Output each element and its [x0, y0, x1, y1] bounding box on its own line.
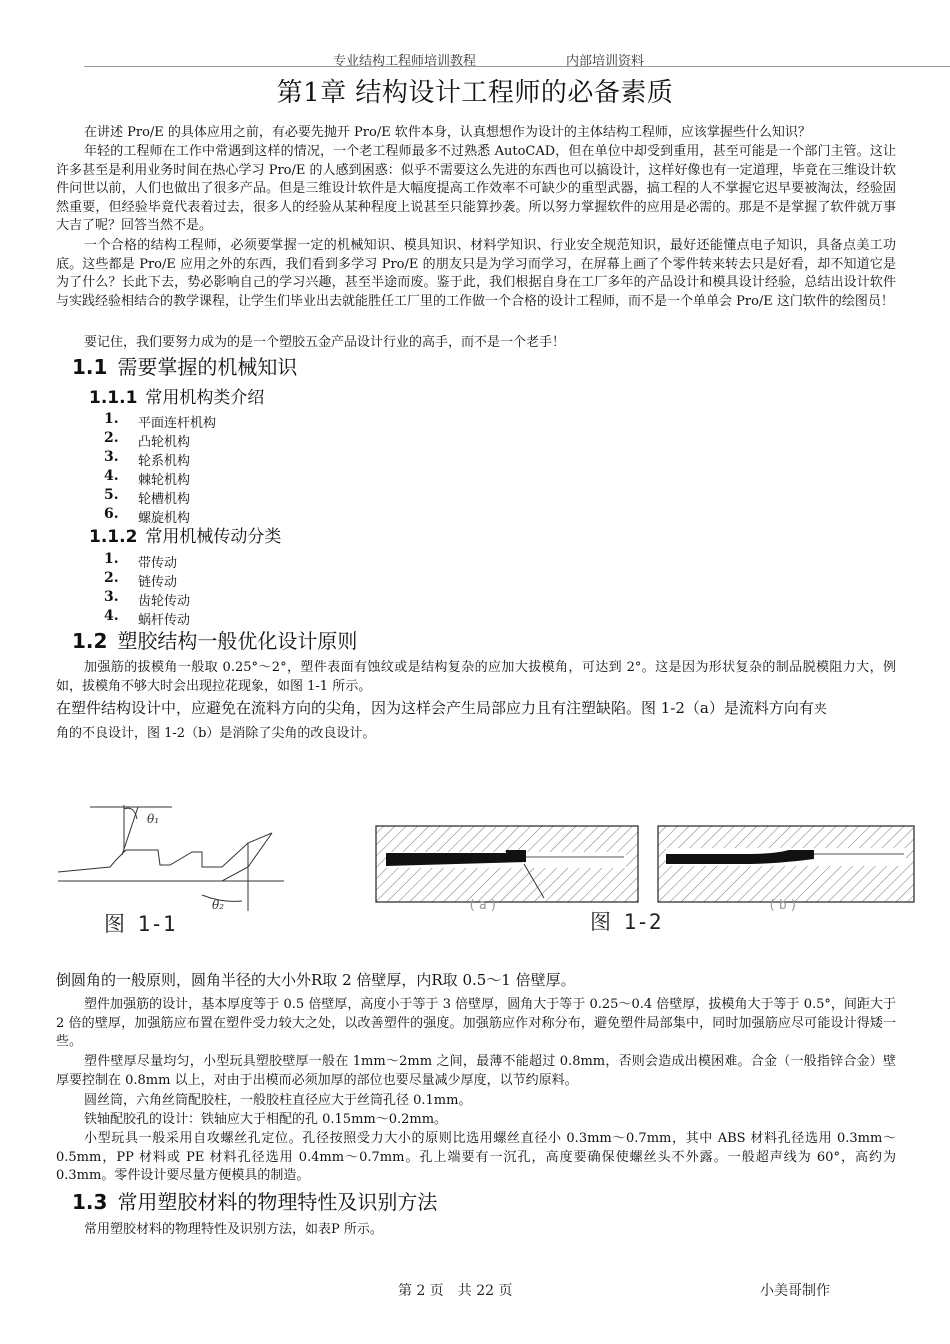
- section-1-1-2-heading: [89, 522, 281, 547]
- rib-paragraph: 塑件加强筋的设计，基本厚度等于 0.5 倍壁厚，高度小于等于 3 倍壁厚，圆角大于等于 0.25～0.4 倍壁厚，拔模角大于等于 0.5°，间距大于 2 倍的壁厚，加强筋应布置在塑件受力较大之处，以改善塑件的强度。加强筋应作对称分布，避免塑件局部集中，同时加强筋应尽可能设计得矮一些。: [56, 997, 896, 1049]
- wall-thickness-paragraph: 塑件壁厚尽量均匀，小型玩具塑胶壁厚一般在 1mm～2mm 之间，最薄不能超过 0.8mm，否则会造成出模困难。合金（一般指锌合金）壁厚要控制在 0.8mm 以上，对由于出模而必须加厚的部位也要尽量减少厚度，以节约原料。: [56, 1054, 896, 1088]
- shaft-hole-paragraph: 铁轴配胶孔的设计：铁轴应大于相配的孔 0.15mm～0.2mm。: [84, 1112, 448, 1127]
- running-header: [0, 50, 950, 69]
- list-item: 3. 轮系机构: [104, 449, 191, 469]
- list-item: 2. 链传动: [104, 570, 178, 590]
- screw-hole-paragraph: 小型玩具一般采用自攻螺丝孔定位。孔径按照受力大小的原则比选用螺丝直径小 0.3mm～0.7mm，其中 ABS 材料孔径选用 0.3mm～0.5mm，PP 材料或 PE 材料孔径选用 0.4mm～0.7mm。孔上端要有一沉孔，高度要确保使螺丝头不外露。一般超声线为 60°，高约为 0.3mm。零件设计要尽量方便模具的制造。: [56, 1131, 896, 1183]
- header-right: 内部培训资料: [566, 54, 645, 69]
- list-item: 1. 带传动: [104, 551, 178, 571]
- intro-paragraph-4: 要记住，我们要努力成为的是一个塑胶五金产品设计行业的高手，而不是一个老手！: [84, 335, 566, 350]
- section-number: 1.1.2: [89, 527, 138, 547]
- fillet-paragraph: 倒圆角的一般原则，圆角半径的大小外R取 2 倍壁厚，内R取 0.5～1 倍壁厚。: [56, 971, 576, 989]
- figure-1-2-caption: 图 1-2: [590, 910, 662, 934]
- material-paragraph: 常用塑胶材料的物理特性及识别方法，如表P 所示。: [84, 1222, 383, 1237]
- header-rule: [84, 66, 950, 67]
- section-1-1-heading: [72, 351, 297, 380]
- figure-1-1-drawing: [52, 795, 302, 915]
- list-item: 4. 棘轮机构: [104, 468, 191, 488]
- list-item: 6. 螺旋机构: [104, 506, 191, 526]
- boss-paragraph: 圆丝筒，六角丝筒配胶柱，一般胶柱直径应大于丝筒孔径 0.1mm。: [84, 1093, 472, 1108]
- section-title: 需要掌握的机械知识: [117, 355, 298, 379]
- theta2-label: θ₂: [212, 898, 225, 912]
- intro-paragraph-3: 一个合格的结构工程师，必须要掌握一定的机械知识、模具知识、材料学知识、行业安全规范知识，最好还能懂点电子知识，具备点美工功底。这些都是 Pro/E 应用之外的东西，我们看到多学习 Pro/E 的朋友只是为学习而学习，在屏幕上画了个零件转来转去只是好看，却不知道它是为了什么？长此下去，势必影响自己的学习兴趣，甚至半途而废。鉴于此，我们根据自身在工厂多年的产品设计和模具设计经验，总结出设计软件与实践经验相结合的教学课程，让学生们毕业出去就能胜任工厂里的工作做一个合格的设计工程师，而不是一个单单会 Pro/E 这门软件的绘图员！: [56, 238, 896, 309]
- page-number: 第 2 页 共 22 页: [398, 1283, 513, 1299]
- intro-paragraph-2: 年轻的工程师在工作中常遇到这样的情况，一个老工程师最多不过熟悉 AutoCAD，但在单位中却受到重用，甚至可能是一个部门主管。这让许多甚至是利用业务时间在热心学习 Pro/E 的人感到困惑：似乎不需要这么先进的东西也可以搞设计，这样好像也有一定道理，毕竟在三维设计软件问世以前，人们也做出了很多产品。但是三维设计软件是大幅度提高工作效率不可缺少的重型武器，搞工程的人不掌握它迟早要被淘汰，经验固然重要，但经验毕竟代表着过去，很多人的经验从某种程度上说甚至只能算抄袭。所以努力掌握软件的应用是必需的。那是不是掌握了软件就万事大吉了呢？回答当然不是。: [56, 144, 896, 233]
- list-item: 3. 齿轮传动: [104, 589, 191, 609]
- section-title: 常用机械传动分类: [145, 527, 282, 547]
- list-item: 1. 平面连杆机构: [104, 411, 217, 431]
- footer-author: 小美哥制作: [760, 1283, 830, 1299]
- figure-1-2-drawing: [374, 824, 920, 906]
- figure-1-2b-label: (b): [768, 898, 801, 913]
- section-title: 常用塑胶材料的物理特性及识别方法: [117, 1190, 438, 1214]
- figure-1-2b-panel: [658, 826, 914, 902]
- list-item: 2. 凸轮机构: [104, 430, 191, 450]
- figure-1-2a-label: (a): [468, 898, 501, 913]
- list-item: 5. 轮槽机构: [104, 487, 191, 507]
- section-1-2-heading: [72, 625, 357, 654]
- list-item: 4. 蜗杆传动: [104, 608, 191, 628]
- section-title: 常用机构类介绍: [145, 388, 265, 408]
- section-number: 1.1: [72, 355, 108, 379]
- figure-1-1-caption: 图 1-1: [104, 912, 176, 936]
- section-number: 1.3: [72, 1190, 108, 1214]
- section-1-3-heading: [72, 1186, 437, 1215]
- draft-angle-paragraph: 加强筋的拔模角一般取 0.25°～2°，塑件表面有蚀纹或是结构复杂的应加大拔模角，可达到 2°。这是因为形状复杂的制品脱模阻力大，例如，拔模角不够大时会出现拉花现象，如图 1-1 所示。: [56, 660, 896, 694]
- intro-paragraph-1: 在讲述 Pro/E 的具体应用之前，有必要先抛开 Pro/E 软件本身，认真想想作为设计的主体结构工程师，应该掌握些什么知识？: [84, 125, 811, 140]
- chapter-title: 第1章 结构设计工程师的必备素质: [276, 78, 674, 108]
- figure-1-2a-panel: [376, 826, 638, 902]
- header-left: 专业结构工程师培训教程: [333, 54, 477, 69]
- sharp-corner-paragraph: 在塑件结构设计中，应避免在流料方向的尖角，因为这样会产生局部应力且有注塑缺陷。图 1-2（a）是流料方向有夹 角的不良设计，图 1-2（b）是消除了尖角的改良设计。: [56, 699, 827, 741]
- section-1-1-1-heading: [89, 383, 264, 408]
- section-number: 1.2: [72, 629, 108, 653]
- section-title: 塑胶结构一般优化设计原则: [117, 629, 358, 653]
- theta1-label: θ₁: [147, 812, 160, 826]
- section-number: 1.1.1: [89, 388, 138, 408]
